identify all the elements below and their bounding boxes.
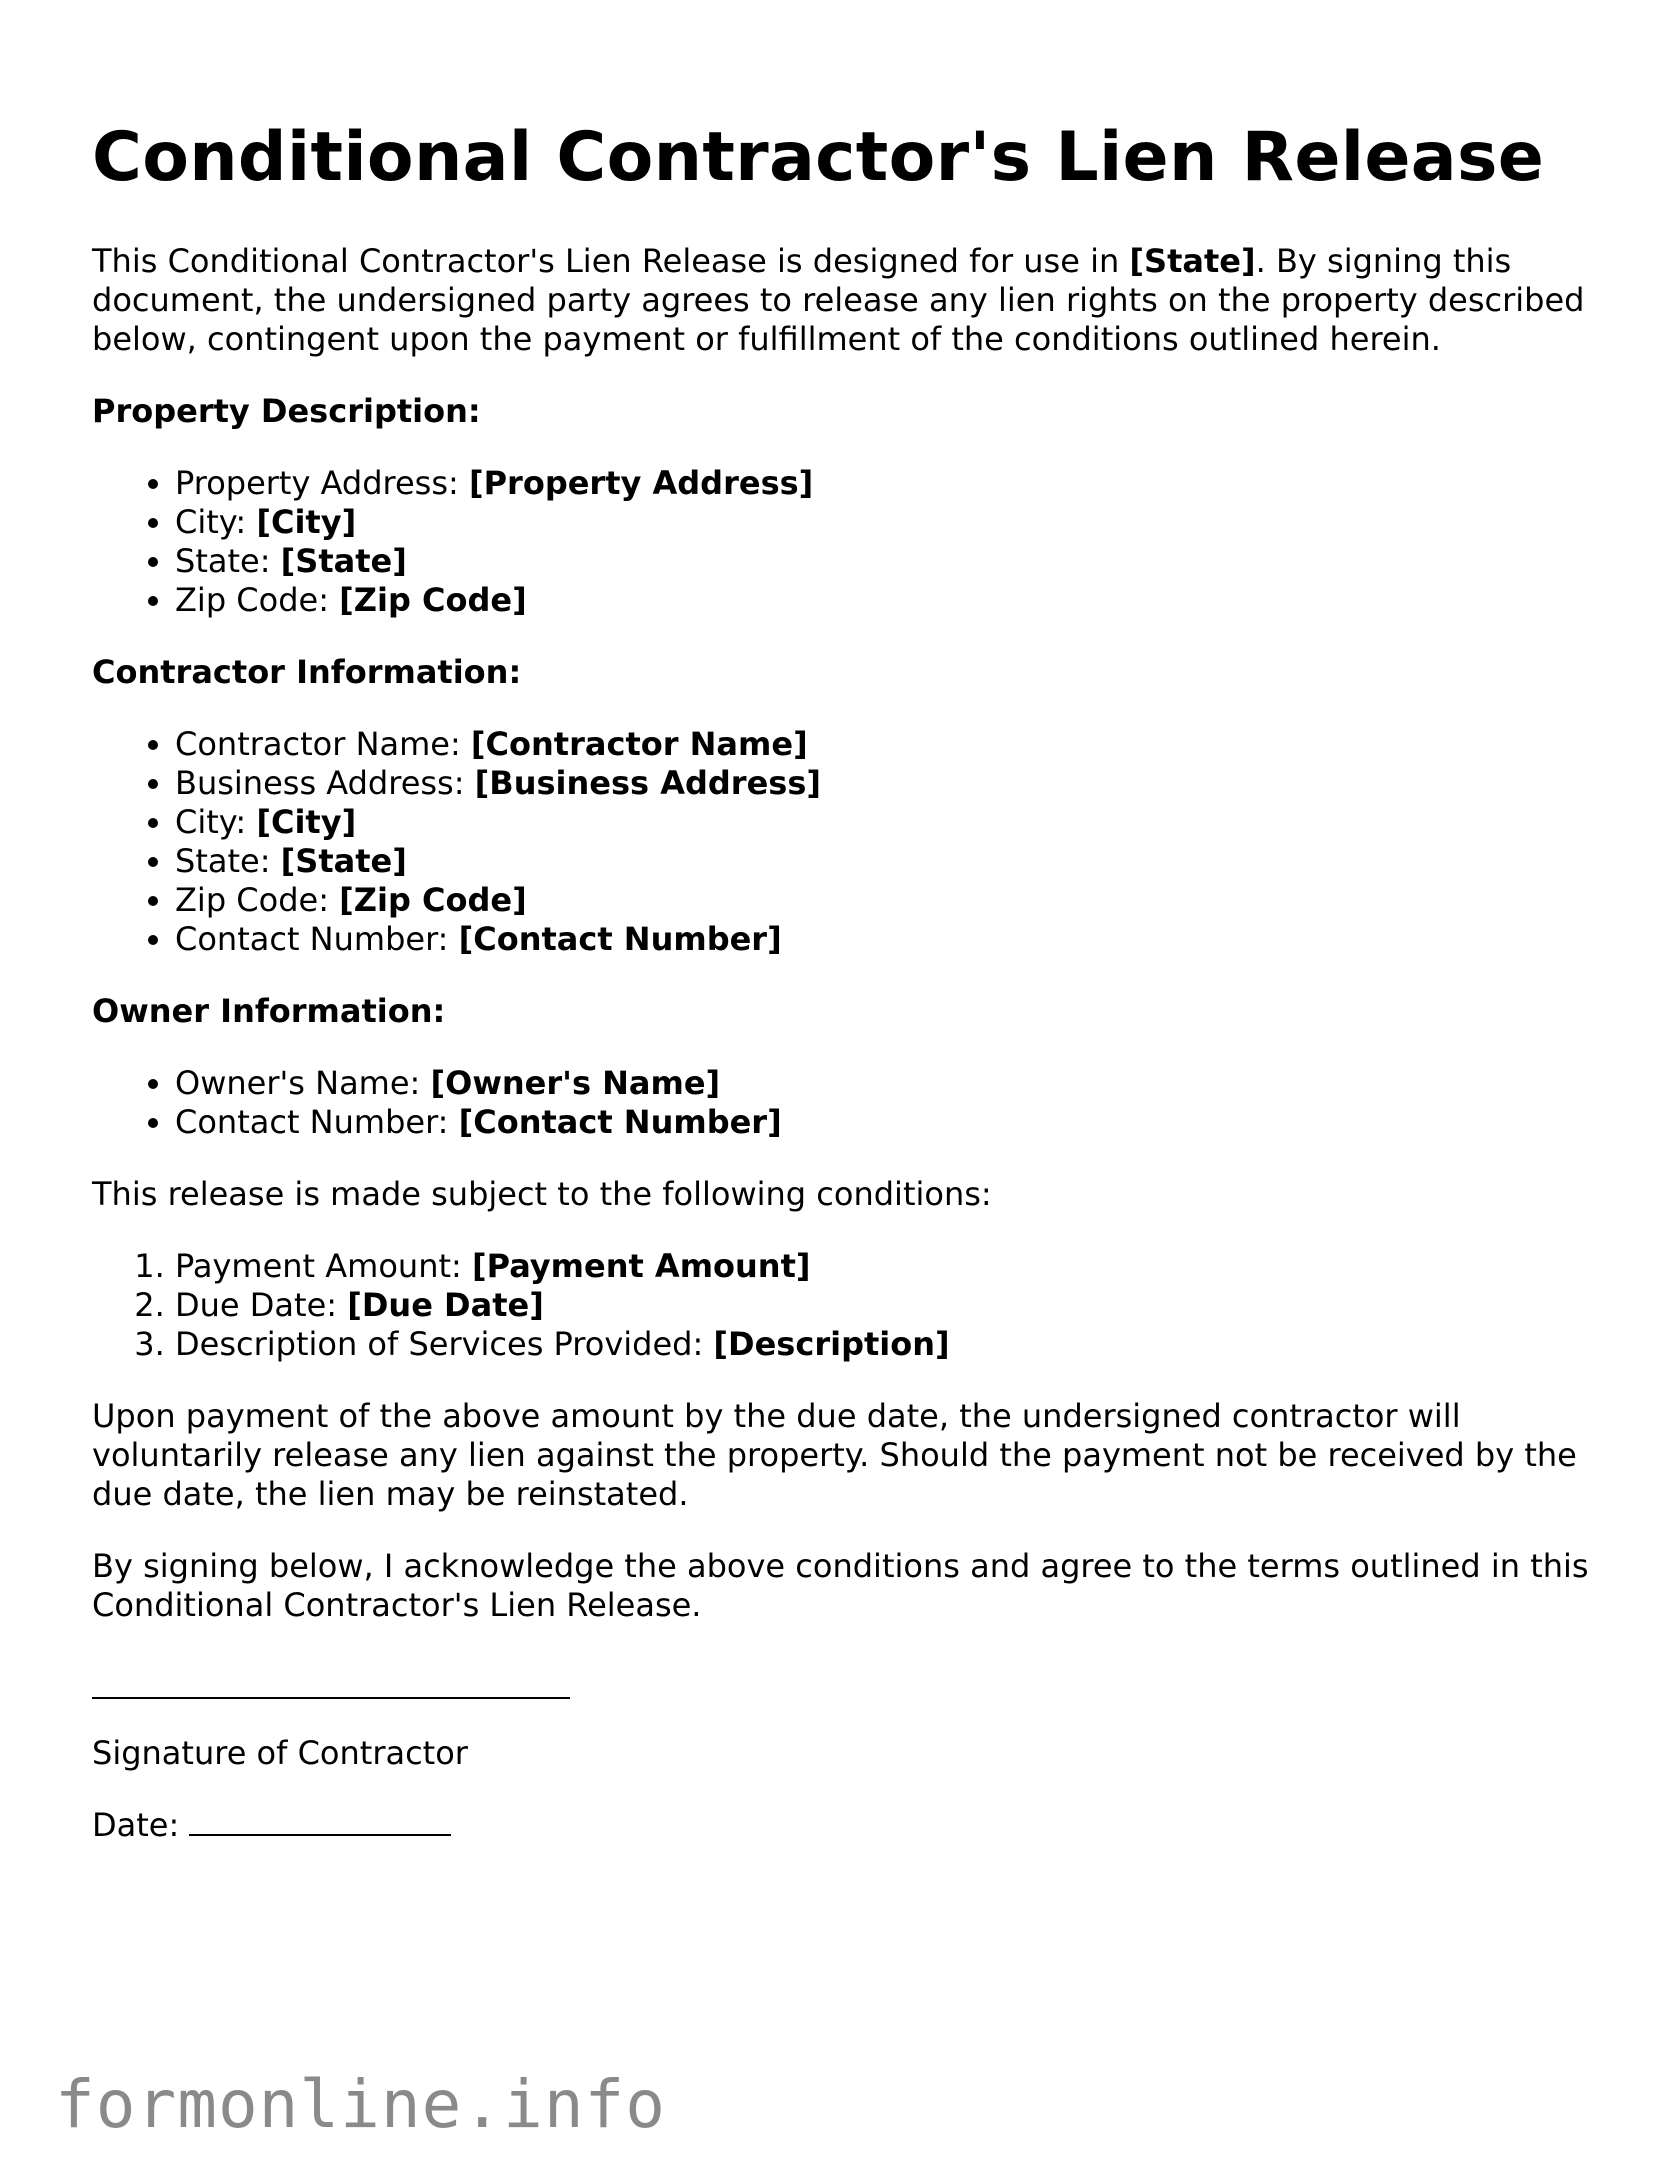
field-label: City: [175, 503, 257, 541]
field-label: Contact Number: [175, 920, 459, 958]
intro-paragraph [92, 242, 1592, 359]
intro-text-after: . By signing this document, the undersigned party agrees to release any lien rights on the property described below, contingent upon the payment or fulfillment of the conditions outlined herein. [92, 242, 1585, 358]
field-value: [Business Address] [474, 764, 821, 802]
contractor-item-state [175, 842, 1592, 881]
field-value: [Contractor Name] [470, 725, 808, 763]
date-blank-line[interactable] [189, 1808, 451, 1836]
contractor-item-city [175, 803, 1592, 842]
conditions-intro: This release is made subject to the following conditions: [92, 1175, 992, 1213]
property-heading: Property Description: [92, 392, 481, 430]
owner-heading: Owner Information: [92, 992, 446, 1030]
contractor-heading: Contractor Information: [92, 653, 522, 691]
signature-label: Signature of Contractor [92, 1734, 468, 1772]
owner-item-contact [175, 1103, 1592, 1142]
owner-list [92, 1064, 1592, 1142]
field-value: [State] [280, 542, 407, 580]
contractor-item-address [175, 764, 1592, 803]
date-label: Date: [92, 1806, 190, 1844]
field-value: [Property Address] [468, 464, 814, 502]
intro-text-before: This Conditional Contractor's Lien Release is designed for use in [92, 242, 1130, 280]
field-value: [City] [256, 503, 357, 541]
contractor-list [92, 725, 1592, 959]
field-value: [Payment Amount] [471, 1247, 811, 1285]
field-label: Due Date: [175, 1286, 348, 1324]
intro-state-placeholder: [State] [1129, 242, 1256, 280]
field-label: Description of Services Provided: [175, 1325, 714, 1363]
condition-item-due-date [175, 1286, 1592, 1325]
condition-item-payment [175, 1247, 1592, 1286]
contractor-item-name [175, 725, 1592, 764]
field-value: [Zip Code] [339, 881, 527, 919]
payment-paragraph: Upon payment of the above amount by the due date, the undersigned contractor will voluntarily release any lien against the property. Should the payment not be received by the due date, the lien may be reinstated. [92, 1397, 1577, 1513]
field-label: State: [175, 842, 281, 880]
field-value: [Contact Number] [458, 1103, 782, 1141]
property-item-state [175, 542, 1592, 581]
field-label: Business Address: [175, 764, 475, 802]
field-value: [Owner's Name] [430, 1064, 721, 1102]
watermark: formonline.info [55, 2066, 667, 2143]
contractor-item-zip [175, 881, 1592, 920]
field-value: [Contact Number] [458, 920, 782, 958]
field-label: Zip Code: [175, 881, 340, 919]
contractor-item-contact [175, 920, 1592, 959]
field-value: [Zip Code] [339, 581, 527, 619]
signature-line[interactable] [92, 1697, 570, 1699]
date-row [92, 1806, 1592, 1845]
conditions-list [92, 1247, 1592, 1364]
field-value: [City] [256, 803, 357, 841]
condition-item-description [175, 1325, 1592, 1364]
field-label: Payment Amount: [175, 1247, 472, 1285]
property-item-city [175, 503, 1592, 542]
owner-item-name [175, 1064, 1592, 1103]
field-label: Contractor Name: [175, 725, 471, 763]
field-value: [State] [280, 842, 407, 880]
field-value: [Description] [713, 1325, 950, 1363]
field-label: Owner's Name: [175, 1064, 431, 1102]
field-label: Zip Code: [175, 581, 340, 619]
field-label: City: [175, 803, 257, 841]
property-list [92, 464, 1592, 620]
property-item-zip [175, 581, 1592, 620]
field-label: State: [175, 542, 281, 580]
property-item-address [175, 464, 1592, 503]
field-label: Property Address: [175, 464, 469, 502]
document-page [92, 112, 1592, 1845]
acknowledgment-paragraph: By signing below, I acknowledge the above conditions and agree to the terms outlined in this Conditional Contractor's Lien Release. [92, 1547, 1589, 1624]
field-value: [Due Date] [347, 1286, 544, 1324]
document-title: Conditional Contractor's Lien Release [92, 118, 1545, 197]
field-label: Contact Number: [175, 1103, 459, 1141]
